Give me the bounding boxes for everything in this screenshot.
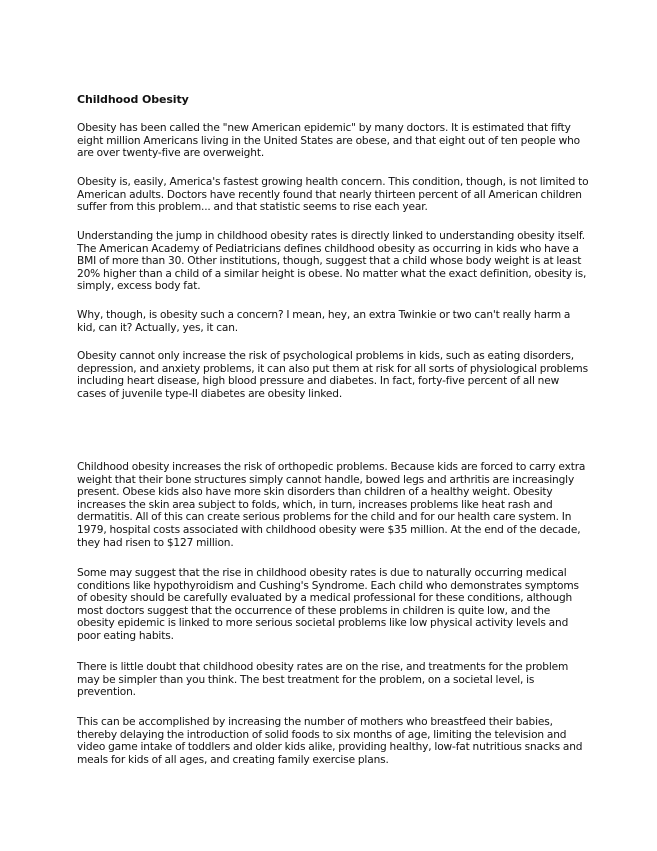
paragraph: This can be accomplished by increasing the number of mothers who breastfeed their babies, thereby delaying the introduction of solid foods to six months of age, limiting the television and video game intake of toddlers and older kids alike, providing healthy, low-fat nutritious snacks and meals for kids of all ages, and creating family exercise plans. xyxy=(77,716,583,766)
paragraph: There is little doubt that childhood obesity rates are on the rise, and treatments for the problem may be simpler than you think. The best treatment for the problem, on a societal level, is prevention. xyxy=(77,661,569,699)
paragraph: Why, though, is obesity such a concern? I mean, hey, an extra Twinkie or two can't really harm a kid, can it? Actually, yes, it can. xyxy=(77,309,571,334)
paragraph: Obesity has been called the "new American epidemic" by many doctors. It is estimated that fifty eight million Americans living in the United States are obese, and that eight out of ten people who are over twenty-five are overweight. xyxy=(77,122,580,160)
paragraph: Understanding the jump in childhood obesity rates is directly linked to understanding obesity itself. The American Academy of Pediatricians defines childhood obesity as occurring in kids who have a BMI of more than 30. Other institutions, though, suggest that a child whose body weight is at least 20% higher than a child of a similar height is obese. No matter what the exact definition, obesity is, simply, excess body fat. xyxy=(77,230,587,293)
paragraph: Obesity cannot only increase the risk of psychological problems in kids, such as eating disorders, depression, and anxiety problems, it can also put them at risk for all sorts of physiological problems including heart disease, high blood pressure and diabetes. In fact, forty-five percent of all new cases of juvenile type-II diabetes are obesity linked. xyxy=(77,350,588,400)
paragraph: Childhood obesity increases the risk of orthopedic problems. Because kids are forced to carry extra weight that their bone structures simply cannot handle, bowed legs and arthritis are increasingly present. Obese kids also have more skin disorders than children of a healthy weight. Obesity increases the skin area subject to folds, which, in turn, increases problems like heat rash and dermatitis. All of this can create serious problems for the child and for our health care system. In 1979, hospital costs associated with childhood obesity were $35 million. At the end of the decade, they had risen to $127 million. xyxy=(77,461,586,549)
document-title: Childhood Obesity xyxy=(77,93,189,106)
paragraph: Some may suggest that the rise in childhood obesity rates is due to naturally occurring medical conditions like hypothyroidism and Cushing's Syndrome. Each child who demonstrates symptoms of obesity should be carefully evaluated by a medical professional for these conditions, although most doctors suggest that the occurrence of these problems in children is quite low, and the obesity epidemic is linked to more serious societal problems like low physical activity levels and poor eating habits. xyxy=(77,567,579,642)
paragraph: Obesity is, easily, America's fastest growing health concern. This condition, though, is not limited to American adults. Doctors have recently found that nearly thirteen percent of all American children suffer from this problem... and that statistic seems to rise each year. xyxy=(77,176,589,214)
